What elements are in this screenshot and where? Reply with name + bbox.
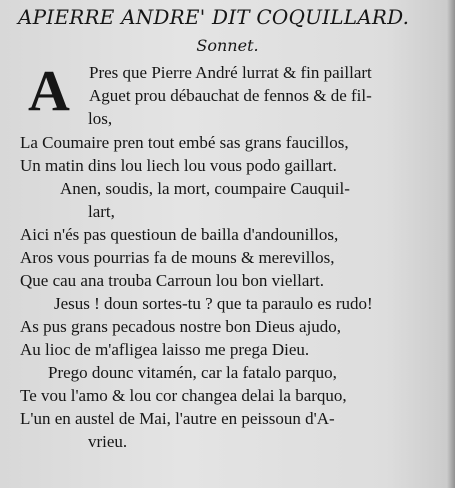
poem-line-12: As pus grans pecadous nostre bon Dieus ajudo, xyxy=(20,317,342,336)
poem-line-9: Aros vous pourrias fa de mouns & merevillos, xyxy=(20,248,335,267)
poem-line-16: L'un en austel de Mai, l'autre en peissoun d'A- xyxy=(20,409,335,428)
poem-line-2: Aguet prou débauchat de fennos & de fil- xyxy=(89,86,372,105)
poem-line-11: Jesus ! doun sortes-tu ? que ta paraulo es rudo! xyxy=(54,294,373,313)
poem-line-8: Aici n'és pas questioun de bailla d'andounillos, xyxy=(20,225,339,244)
poem-line-10: Que cau ana trouba Carroun lou bon viellart. xyxy=(20,271,325,290)
poem-line-17: vrieu. xyxy=(88,432,128,451)
drop-cap: A xyxy=(28,58,70,123)
poem-line-6: Anen, soudis, la mort, coumpaire Cauquil- xyxy=(60,179,350,198)
poem-subtitle: Sonnet. xyxy=(196,36,259,55)
poem-line-3: los, xyxy=(88,109,113,128)
poem-line-13: Au lioc de m'afligea laisso me prega Dieu. xyxy=(20,340,310,359)
poem-line-15: Te vou l'amo & lou cor changea delai la barquo, xyxy=(20,386,347,405)
poem-line-1: Pres que Pierre André lurrat & fin paillart xyxy=(89,63,372,82)
poem-line-7: lart, xyxy=(88,202,115,221)
poem-line-14: Prego dounc vitamén, car la fatalo parquo, xyxy=(48,363,337,382)
poem-line-5: Un matin dins lou liech lou vous podo gaillart. xyxy=(20,156,337,175)
page-title: APIERRE ANDRE' DIT COQUILLARD. xyxy=(18,5,410,29)
page-gutter-shadow xyxy=(447,0,455,488)
poem-line-4: La Coumaire pren tout embé sas grans faucillos, xyxy=(20,133,349,152)
